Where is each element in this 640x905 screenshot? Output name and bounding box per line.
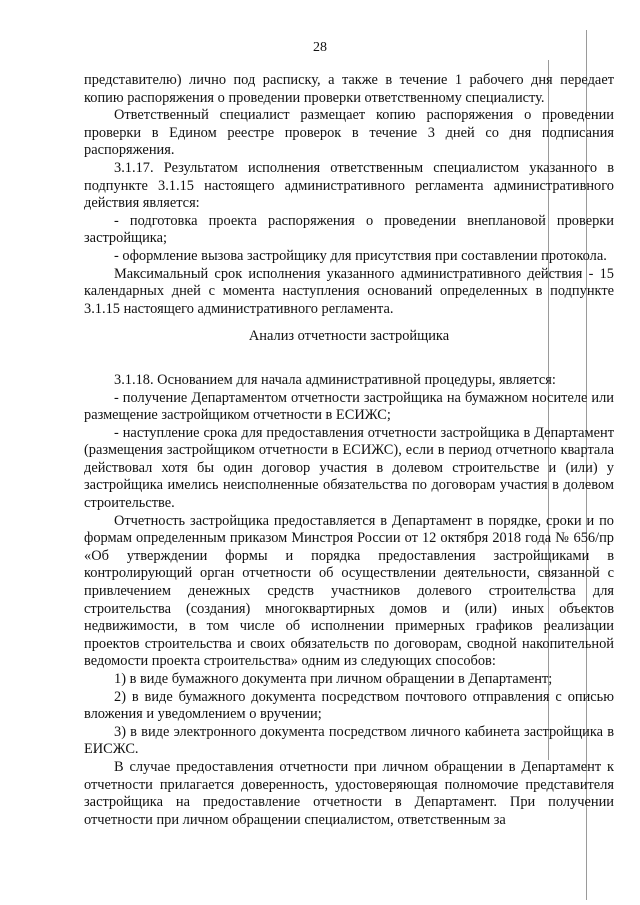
paragraph: представителю) лично под расписку, а также в течение 1 рабочего дня передает копию распоряжения о проведении проверки ответственному специалисту.	[84, 72, 614, 106]
paragraph: 3.1.18. Основанием для начала административной процедуры, является:	[114, 371, 556, 388]
paragraph: Ответственный специалист размещает копию распоряжения о проведении проверки в Едином реестре проверок в течение 3 дней со дня подписания распоряжения.	[84, 107, 614, 159]
list-item: 2) в виде бумажного документа посредством почтового отправления с описью вложения и уведомлением о вручении;	[84, 688, 614, 723]
list-item: - наступление срока для предоставления отчетности застройщика в Департамент (размещения застройщиком отчетности в ЕСИЖС), если в период отчетного квартала действовал хотя бы один договор участия в долевом строительстве и (или) у застройщика имелись неисполненные обязательства по договорам участия в долевом строительстве.	[84, 424, 614, 512]
paragraph: Отчетность застройщика предоставляется в Департамент в порядке, сроки и по формам определенным приказом Минстроя России от 12 октября 2018 года № 656/пр «Об утверждении формы и порядка предоставления застройщиками в контролирующий орган отчетности об осуществлении деятельности, связанной с привлечением денежных средств участников долевого строительства для строительства (создания) многоквартирных домов и (или) иных объектов недвижимости, в том числе об исполнении примерных графиков реализации проектов строительства и своих обязательств по договорам, сводной накопительной ведомости проекта строительства» одним из следующих способов:	[84, 512, 614, 670]
section-heading: Анализ отчетности застройщика	[248, 328, 450, 345]
paragraph: 3.1.17. Результатом исполнения ответственным специалистом указанного в подпункте 3.1.15 настоящего административного регламента административного действия является:	[84, 159, 614, 212]
paragraph: В случае предоставления отчетности при личном обращении в Департамент к отчетности прилагается доверенность, удостоверяющая полномочие представителя застройщика на предоставление отчетности в Департамент. При получении отчетности при личном обращении специалистом, ответственным за	[84, 758, 614, 828]
list-item: 1) в виде бумажного документа при личном обращении в Департамент;	[114, 671, 553, 687]
paragraph: Максимальный срок исполнения указанного административного действия - 15 календарных дней с момента наступления оснований определенных в подпункте 3.1.15 настоящего административного регламента.	[84, 265, 614, 317]
list-item: 3) в виде электронного документа посредством личного кабинета застройщика в ЕИСЖС.	[84, 723, 614, 758]
list-item: - подготовка проекта распоряжения о проведении внеплановой проверки застройщика;	[84, 212, 614, 247]
list-item: - получение Департаментом отчетности застройщика на бумажном носителе или размещение застройщиком отчетности в ЕСИЖС;	[84, 389, 614, 424]
list-item: - оформление вызова застройщику для присутствия при составлении протокола.	[114, 247, 607, 264]
document-body	[84, 72, 614, 829]
page-number: 28	[313, 40, 327, 55]
